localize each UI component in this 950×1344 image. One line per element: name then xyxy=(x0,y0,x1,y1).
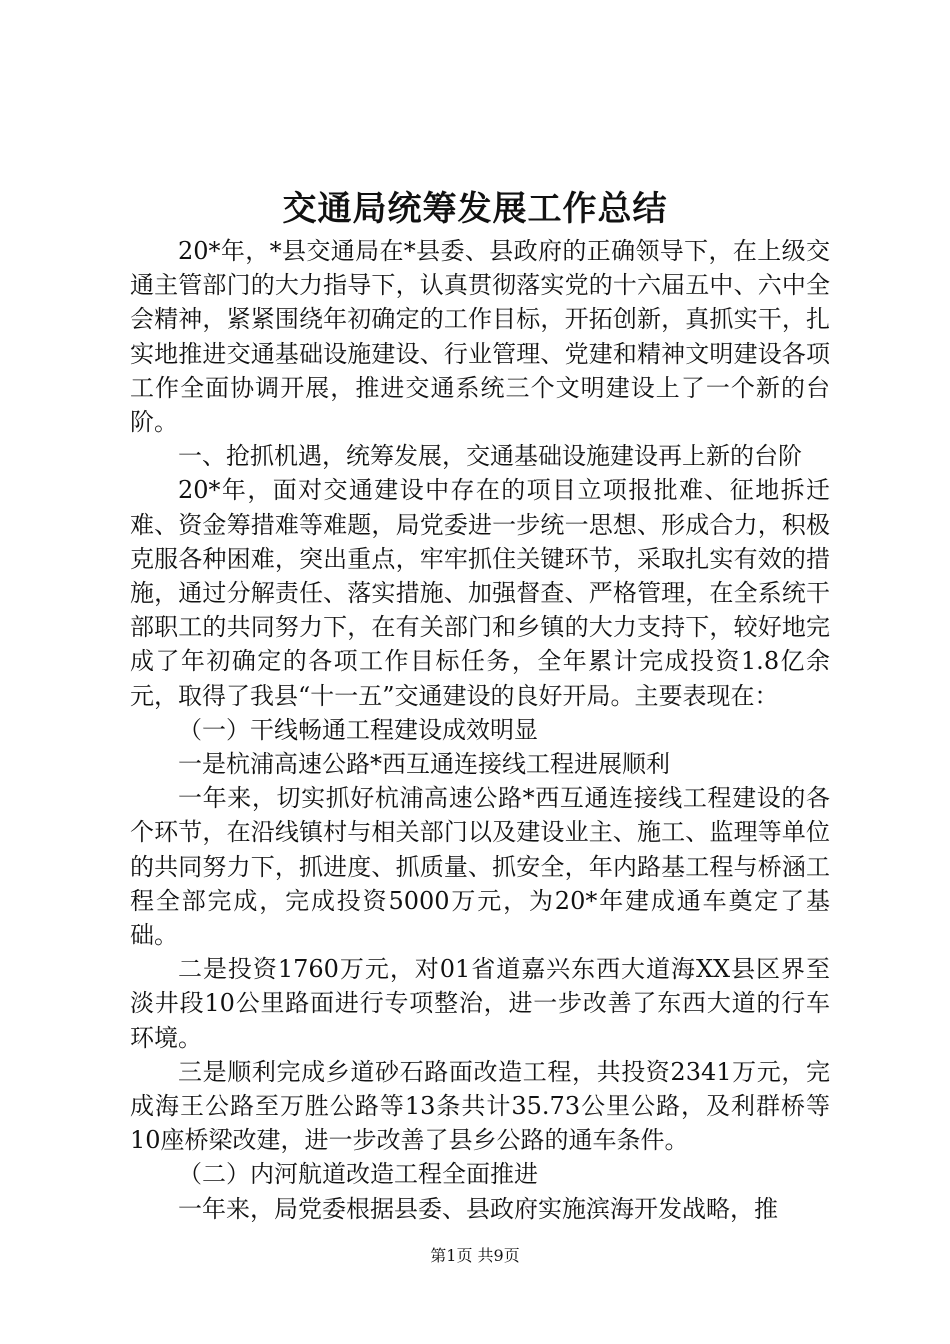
body-paragraph: 二是投资1760万元，对01省道嘉兴东西大道海XX县区界至淡井段10公里路面进行专项整治，进一步改善了东西大道的行车环境。 xyxy=(130,955,830,1052)
subsection-heading-2: （二）内河航道改造工程全面推进 xyxy=(178,1160,538,1189)
page-footer: 第1页 共9页 xyxy=(430,1246,520,1265)
document-title: 交通局统筹发展工作总结 xyxy=(282,189,668,229)
document-body xyxy=(130,234,830,1226)
item-heading-1: 一是杭浦高速公路*西互通连接线工程进展顺利 xyxy=(178,750,670,779)
body-paragraph: 三是顺利完成乡道砂石路面改造工程，共投资2341万元，完成海王公路至万胜公路等13条共计35.73公里公路，及利群桥等10座桥梁改建，进一步改善了县乡公路的通车条件。 xyxy=(130,1057,830,1155)
body-paragraph: 20*年，面对交通建设中存在的项目立项报批难、征地拆迁难、资金筹措难等难题，局党委进一步统一思想、形成合力，积极克服各种困难，突出重点，牢牢抓住关键环节，采取扎实有效的措施，通过分解责任、落实措施、加强督查、严格管理，在全系统干部职工的共同努力下，在有关部门和乡镇的大力支持下，较好地完成了年初确定的各项工作目标任务，全年累计完成投资1.8亿余元，取得了我县“十一五”交通建设的良好开局。主要表现在： xyxy=(130,476,830,710)
body-paragraph: 一年来，切实抓好杭浦高速公路*西互通连接线工程建设的各个环节，在沿线镇村与相关部门以及建设业主、施工、监理等单位的共同努力下，抓进度、抓质量、抓安全，年内路基工程与桥涵工程全部完成，完成投资5000万元，为20*年建成通车奠定了基础。 xyxy=(130,784,830,950)
intro-paragraph: 20*年，*县交通局在*县委、县政府的正确领导下，在上级交通主管部门的大力指导下，认真贯彻落实党的十六届五中、六中全会精神，紧紧围绕年初确定的工作目标，开拓创新，真抓实干，扎实地推进交通基础设施建设、行业管理、党建和精神文明建设各项工作全面协调开展，推进交通系统三个文明建设上了一个新的台阶。 xyxy=(130,237,830,437)
subsection-heading-1: （一）干线畅通工程建设成效明显 xyxy=(178,715,538,744)
section-heading-1: 一、抢抓机遇，统筹发展，交通基础设施建设再上新的台阶 xyxy=(178,442,802,471)
body-paragraph: 一年来，局党委根据县委、县政府实施滨海开发战略，推 xyxy=(178,1194,778,1223)
